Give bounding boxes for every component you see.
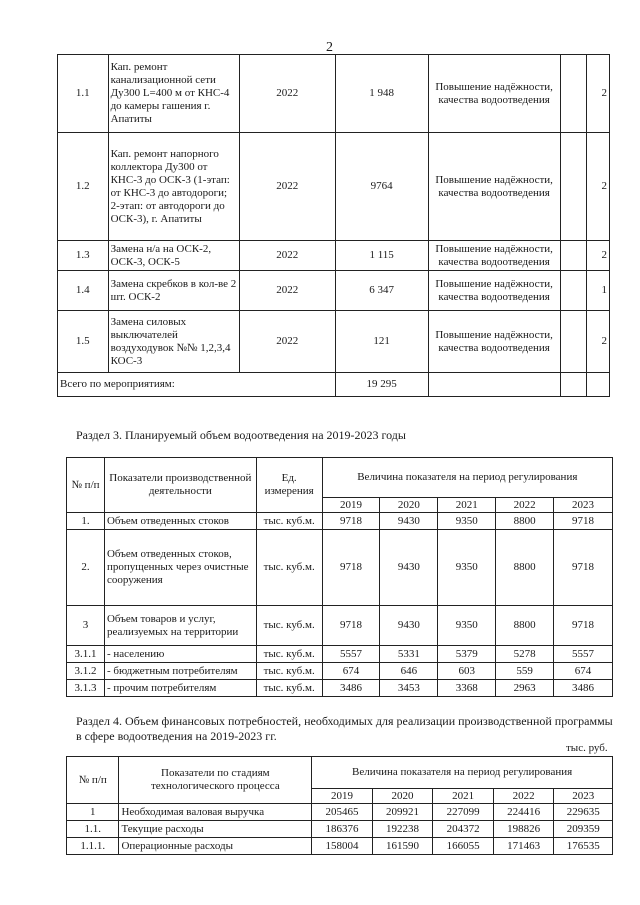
year-header: 2021 [433,789,494,804]
section4-heading: Раздел 4. Объем финансовых потребностей, необходимых для реализации производственной программы в сфере водоотведения на 2019-2023 гг. [76,714,613,743]
table-row [67,804,613,821]
value-cell: 9718 [322,530,380,606]
finance-table [66,756,613,855]
indicator-name: Операционные расходы [119,838,312,855]
section4-unit: тыс. руб. [566,742,608,754]
unit-cell: тыс. куб.м. [256,513,322,530]
value-cell: 8800 [496,606,554,646]
value-cell: 9718 [322,606,380,646]
row-number: 1.1. [67,821,119,838]
table-row [67,838,613,855]
col-period: Величина показателя на период регулирования [322,458,612,498]
section3-heading: Раздел 3. Планируемый объем водоотведения на 2019-2023 годы [76,428,406,442]
year-header: 2020 [380,498,438,513]
table-row [67,513,613,530]
table-row [58,133,610,241]
row-number: 1 [67,804,119,821]
value-cell: 176535 [554,838,613,855]
measure-name: Замена силовых выключателей воздуходувок №№ 1,2,3,4 КОС-3 [108,311,239,373]
measures-table [57,54,610,397]
value-cell: 2963 [496,680,554,697]
total-row [58,373,610,397]
page-number: 2 [326,40,333,55]
table-row [67,663,613,680]
year-header: 2020 [372,789,433,804]
table-row [58,241,610,271]
indicator-name: - прочим потребителям [104,680,256,697]
value-cell: 5557 [554,646,613,663]
year-header: 2019 [312,789,373,804]
year-header: 2022 [496,498,554,513]
empty-cell [586,373,609,397]
measure-priority: 2 [586,311,609,373]
row-number: 1. [67,513,105,530]
value-cell: 161590 [372,838,433,855]
row-number: 3.1.2 [67,663,105,680]
volume-table [66,457,613,697]
table-row [67,680,613,697]
value-cell: 192238 [372,821,433,838]
indicator-name: Объем отведенных стоков [104,513,256,530]
measure-name: Кап. ремонт напорного коллектора Ду300 от КНС-3 до ОСК-3 (1-этап: от КНС-3 до автодороги; 2-этап: от автодороги до ОСК-3), г. Апатиты [108,133,239,241]
measure-year: 2022 [239,133,335,241]
row-number: 3.1.1 [67,646,105,663]
measure-extra [560,133,586,241]
value-cell: 3486 [554,680,613,697]
indicator-name: Необходимая валовая выручка [119,804,312,821]
col-period: Величина показателя на период регулирования [312,757,613,789]
value-cell: 5278 [496,646,554,663]
indicator-name: - населению [104,646,256,663]
table-row [67,821,613,838]
year-header: 2022 [493,789,554,804]
value-cell: 227099 [433,804,494,821]
empty-cell [428,373,560,397]
value-cell: 674 [554,663,613,680]
measure-cost: 9764 [335,133,428,241]
measure-year: 2022 [239,311,335,373]
value-cell: 9350 [438,606,496,646]
measure-extra [560,241,586,271]
value-cell: 5557 [322,646,380,663]
year-header: 2021 [438,498,496,513]
measure-goal: Повышение надёжности, качества водоотведения [428,241,560,271]
value-cell: 224416 [493,804,554,821]
table-row [58,311,610,373]
value-cell: 3486 [322,680,380,697]
value-cell: 209359 [554,821,613,838]
value-cell: 9350 [438,530,496,606]
value-cell: 9718 [554,606,613,646]
value-cell: 3453 [380,680,438,697]
value-cell: 8800 [496,513,554,530]
unit-cell: тыс. куб.м. [256,530,322,606]
value-cell: 9430 [380,513,438,530]
col-indicator: Показатели производственной деятельности [104,458,256,513]
year-header: 2019 [322,498,380,513]
indicator-name: Объем товаров и услуг, реализуемых на территории [104,606,256,646]
value-cell: 8800 [496,530,554,606]
measure-cost: 121 [335,311,428,373]
row-number: 2. [67,530,105,606]
total-value: 19 295 [335,373,428,397]
row-number: 1.4 [58,271,109,311]
value-cell: 9718 [322,513,380,530]
measure-extra [560,271,586,311]
value-cell: 171463 [493,838,554,855]
value-cell: 9430 [380,606,438,646]
unit-cell: тыс. куб.м. [256,606,322,646]
table-row [67,530,613,606]
empty-cell [560,373,586,397]
measure-priority: 1 [586,271,609,311]
year-header: 2023 [554,498,613,513]
row-number: 3 [67,606,105,646]
value-cell: 646 [380,663,438,680]
measure-name: Замена н/а на ОСК-2, ОСК-3, ОСК-5 [108,241,239,271]
col-num: № п/п [67,757,119,804]
value-cell: 205465 [312,804,373,821]
row-number: 1.1.1. [67,838,119,855]
value-cell: 674 [322,663,380,680]
measure-year: 2022 [239,241,335,271]
measure-cost: 1 948 [335,55,428,133]
table-row [67,606,613,646]
value-cell: 166055 [433,838,494,855]
row-number: 1.3 [58,241,109,271]
row-number: 1.5 [58,311,109,373]
value-cell: 204372 [433,821,494,838]
indicator-name: Текущие расходы [119,821,312,838]
col-indicator: Показатели по стадиям технологического процесса [119,757,312,804]
value-cell: 198826 [493,821,554,838]
measure-cost: 1 115 [335,241,428,271]
value-cell: 9350 [438,513,496,530]
measure-priority: 2 [586,241,609,271]
table-row [67,646,613,663]
measure-name: Замена скребков в кол-ве 2 шт. ОСК-2 [108,271,239,311]
total-label: Всего по мероприятиям: [58,373,336,397]
unit-cell: тыс. куб.м. [256,680,322,697]
table-row [58,271,610,311]
value-cell: 158004 [312,838,373,855]
value-cell: 603 [438,663,496,680]
table-row [58,55,610,133]
value-cell: 559 [496,663,554,680]
measure-priority: 2 [586,55,609,133]
measure-year: 2022 [239,271,335,311]
value-cell: 5379 [438,646,496,663]
measure-extra [560,311,586,373]
indicator-name: Объем отведенных стоков, пропущенных через очистные сооружения [104,530,256,606]
row-number: 1.2 [58,133,109,241]
value-cell: 186376 [312,821,373,838]
row-number: 1.1 [58,55,109,133]
indicator-name: - бюджетным потребителям [104,663,256,680]
measure-cost: 6 347 [335,271,428,311]
measure-goal: Повышение надёжности, качества водоотведения [428,133,560,241]
value-cell: 3368 [438,680,496,697]
measure-extra [560,55,586,133]
value-cell: 9718 [554,513,613,530]
unit-cell: тыс. куб.м. [256,646,322,663]
value-cell: 9718 [554,530,613,606]
value-cell: 9430 [380,530,438,606]
row-number: 3.1.3 [67,680,105,697]
measure-priority: 2 [586,133,609,241]
value-cell: 5331 [380,646,438,663]
col-unit: Ед. измерения [256,458,322,513]
value-cell: 229635 [554,804,613,821]
unit-cell: тыс. куб.м. [256,663,322,680]
measure-goal: Повышение надёжности, качества водоотведения [428,55,560,133]
measure-goal: Повышение надёжности, качества водоотведения [428,271,560,311]
measure-goal: Повышение надёжности, качества водоотведения [428,311,560,373]
value-cell: 209921 [372,804,433,821]
col-num: № п/п [67,458,105,513]
measure-year: 2022 [239,55,335,133]
measure-name: Кап. ремонт канализационной сети Ду300 L=400 м от КНС-4 до камеры гашения г. Апатиты [108,55,239,133]
year-header: 2023 [554,789,613,804]
